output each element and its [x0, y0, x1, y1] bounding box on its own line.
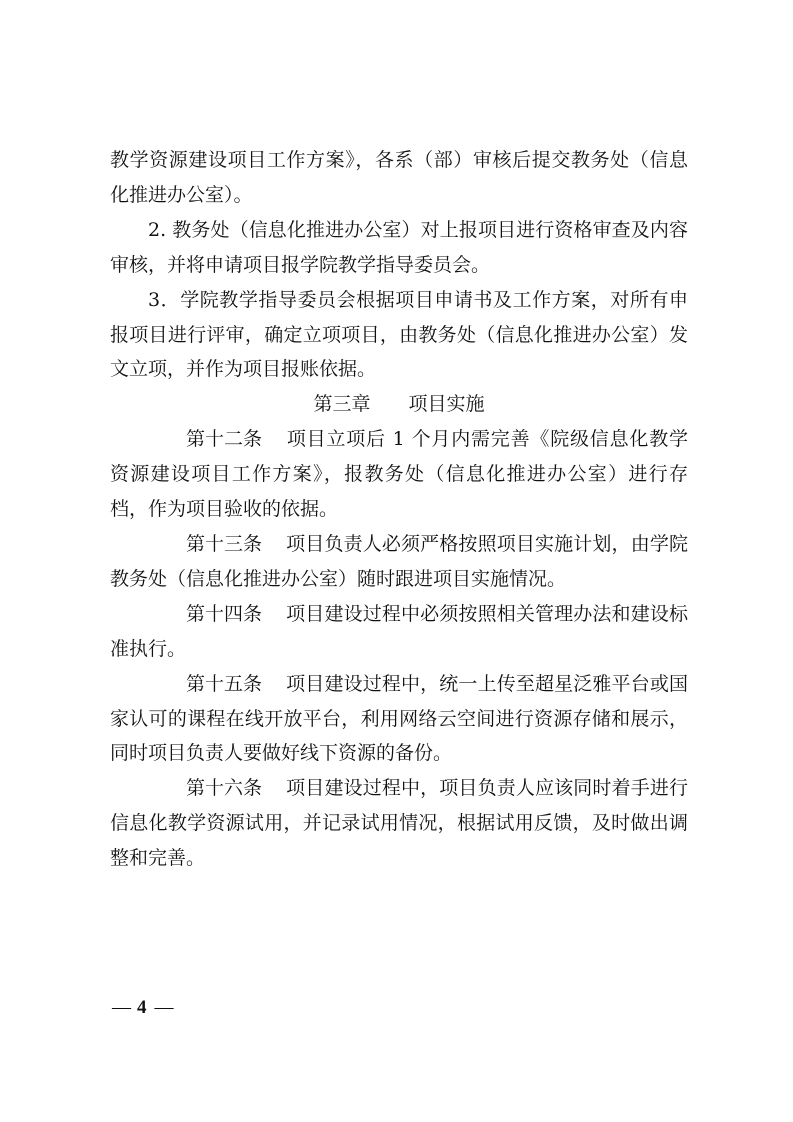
article-text: 项目建设过程中，项目负责人应该同时着手进行信息化教学资源试用，并记录试用情况，根据试用反馈，及时做出调整和完善。: [110, 777, 688, 870]
paragraph-item-3: 3．学院教学指导委员会根据项目申请书及工作方案，对所有申报项目进行评审，确定立项项目，由教务处（信息化推进办公室）发文立项，并作为项目报账依据。: [110, 288, 688, 381]
article-14: [110, 597, 688, 667]
chapter-title: 项目实施: [408, 393, 485, 416]
article-number: 第十三条: [186, 532, 263, 555]
article-number: 第十六条: [186, 777, 263, 800]
article-text: 项目负责人必须严格按照项目实施计划，由学院教务处（信息化推进办公室）随时跟进项目实施情况。: [110, 532, 688, 590]
article-number: 第十二条: [186, 428, 263, 451]
paragraph-item-2: 2. 教务处（信息化推进办公室）对上报项目进行资格审查及内容审核，并将申请项目报学院教学指导委员会。: [110, 218, 688, 276]
article-13: [110, 527, 688, 597]
page-footer: [112, 996, 172, 1020]
footer-dash-left: —: [112, 997, 129, 1018]
article-text: 项目立项后 1 个月内需完善《院级信息化教学资源建设项目工作方案》，报教务处（信息化推进办公室）进行存档，作为项目验收的依据。: [110, 428, 688, 521]
footer-dash-right: —: [154, 997, 172, 1018]
article-text: 项目建设过程中，统一上传至超星泛雅平台或国家认可的课程在线开放平台，利用网络云空间进行资源存储和展示，同时项目负责人要做好线下资源的备份。: [110, 672, 688, 765]
chapter-number: 第三章: [313, 393, 371, 416]
chapter-heading: [110, 387, 688, 422]
document-body: [110, 143, 688, 876]
article-16: [110, 771, 688, 876]
article-12: [110, 422, 688, 527]
article-text: 项目建设过程中必须按照相关管理办法和建设标准执行。: [110, 602, 688, 660]
page-number: 4: [137, 997, 147, 1018]
article-15: [110, 667, 688, 772]
article-number: 第十五条: [186, 672, 263, 695]
article-number: 第十四条: [186, 602, 263, 625]
paragraph-continuation: 教学资源建设项目工作方案》，各系（部）审核后提交教务处（信息化推进办公室）。: [110, 149, 688, 206]
